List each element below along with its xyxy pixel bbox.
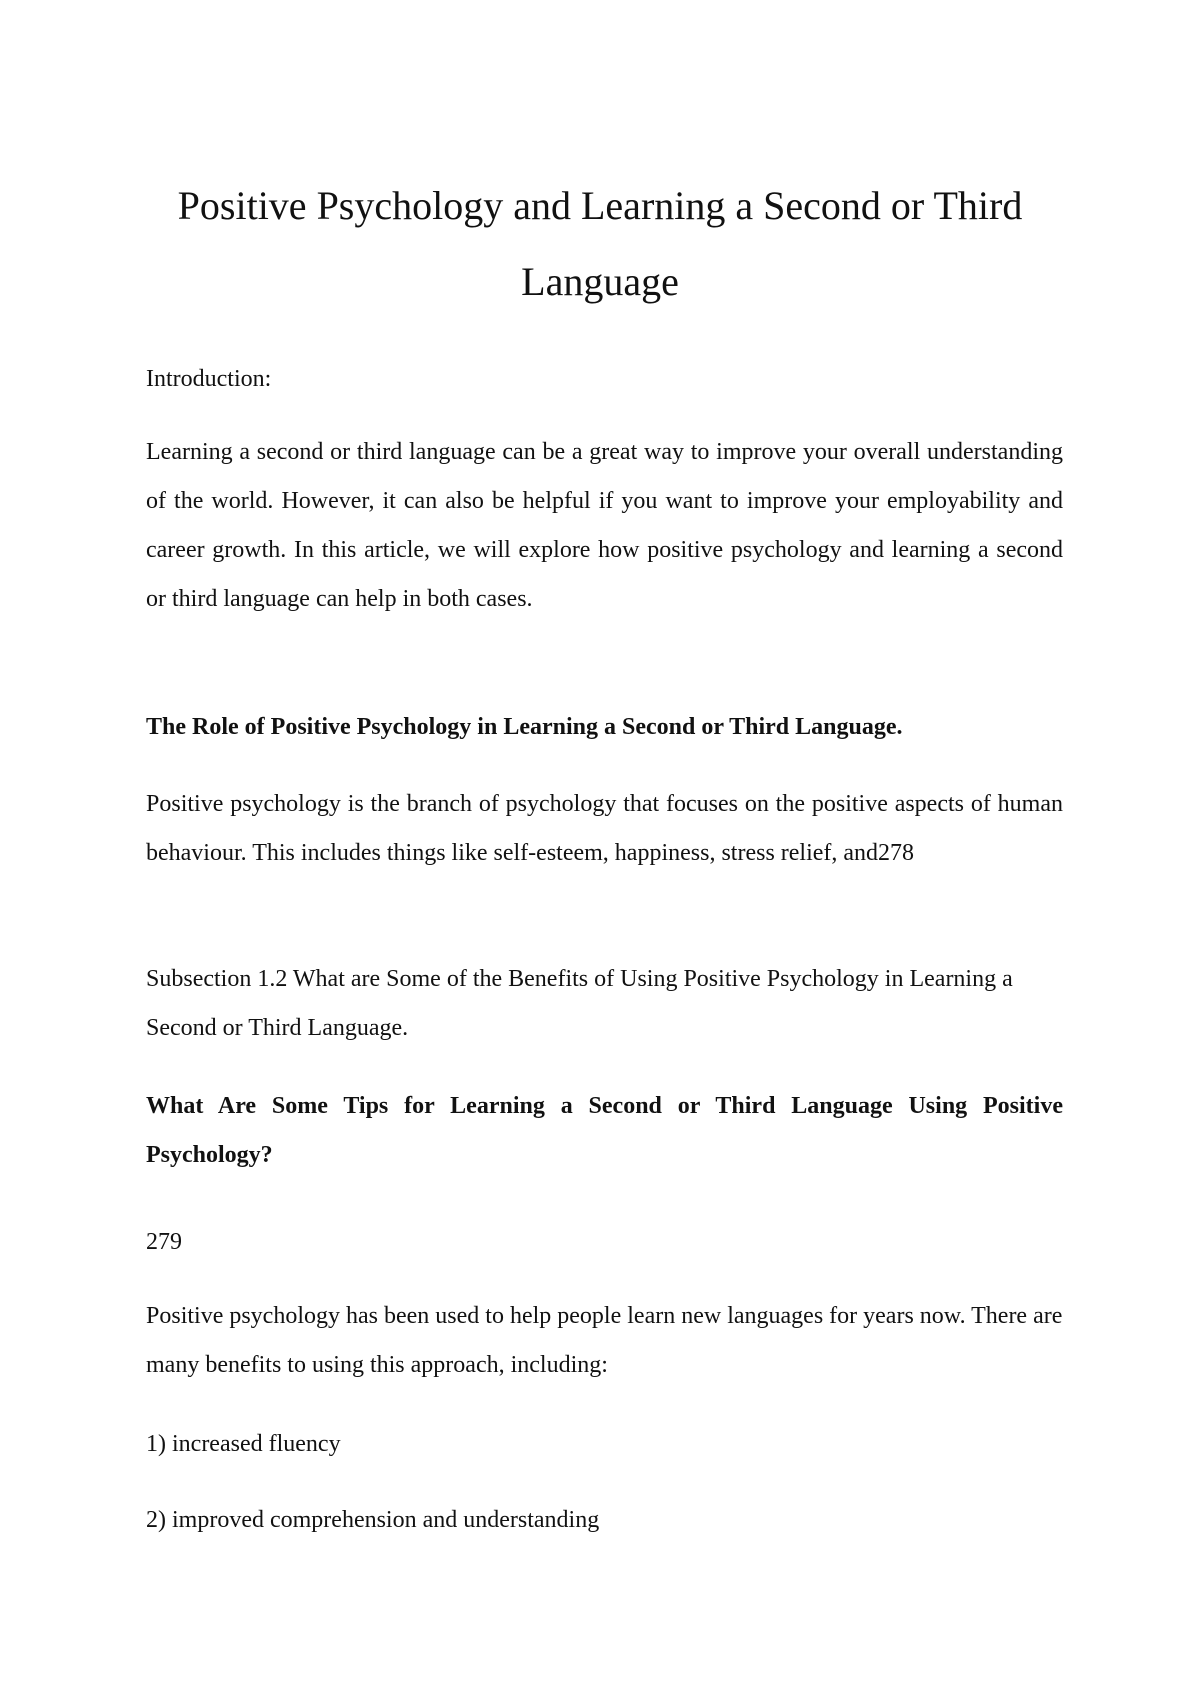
page-number: 279 xyxy=(146,1229,182,1255)
heading-role-of-positive-psychology: The Role of Positive Psychology in Learning a Second or Third Language. xyxy=(146,714,903,740)
document-title: Positive Psychology and Learning a Second or Third Language xyxy=(177,183,1023,304)
list-item: 1) increased fluency xyxy=(146,1431,341,1457)
intro-label: Introduction: xyxy=(146,366,272,392)
paragraph-role: Positive psychology is the branch of psychology that focuses on the positive aspects of human behaviour. This includes things like self-esteem, happiness, stress relief, and278 xyxy=(146,791,1063,866)
heading-tips: What Are Some Tips for Learning a Second or Third Language Using Positive Psychology? xyxy=(146,1093,1063,1168)
paragraph-benefits: Positive psychology has been used to help people learn new languages for years now. There are many benefits to using this approach, including: xyxy=(146,1303,1063,1378)
intro-paragraph: Learning a second or third language can be a great way to improve your overall understanding of the world. However, it can also be helpful if you want to improve your employability and career growth. In this article, we will explore how positive psychology and learning a second or third language can help in both cases. xyxy=(146,439,1063,612)
list-item: 2) improved comprehension and understanding xyxy=(146,1507,600,1533)
subsection-1-2: Subsection 1.2 What are Some of the Benefits of Using Positive Psychology in Learning a Second or Third Language. xyxy=(146,966,1013,1041)
